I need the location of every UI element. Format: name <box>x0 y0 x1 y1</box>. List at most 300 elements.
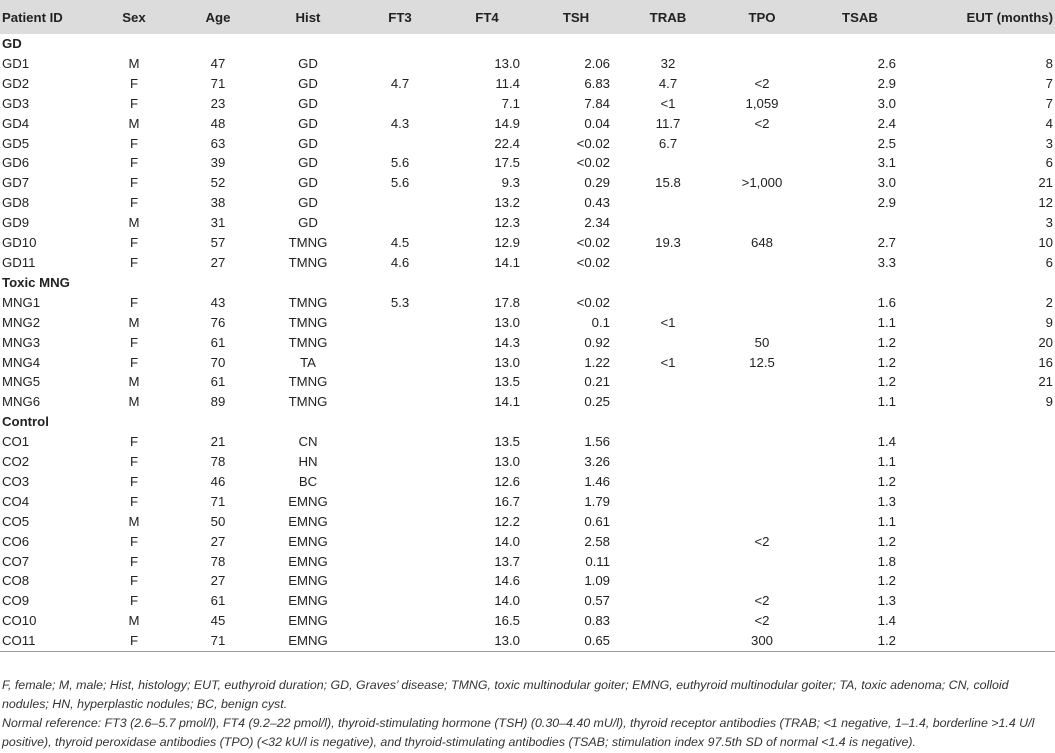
table-cell: F <box>129 533 139 549</box>
table-cell <box>714 571 810 591</box>
column-header: Patient ID <box>0 0 92 34</box>
table-cell <box>910 571 1055 591</box>
table-cell: F <box>92 631 176 651</box>
table-cell <box>622 293 714 313</box>
table-cell: M <box>128 613 140 629</box>
table-cell: 12.6 <box>494 473 520 489</box>
table-cell <box>356 313 444 333</box>
table-row <box>0 74 1055 94</box>
table-cell: GD3 <box>2 95 30 111</box>
table-cell: 63 <box>210 135 226 151</box>
column-header: TSAB <box>810 0 910 34</box>
table-cell <box>356 591 444 611</box>
table-cell: 1.2 <box>877 354 896 370</box>
table-cell: 8 <box>1045 55 1053 71</box>
group-label: Toxic MNG <box>2 274 70 290</box>
table-cell: 4.3 <box>390 115 410 131</box>
table-cell <box>622 372 714 392</box>
table-cell: 9 <box>1045 314 1053 330</box>
table-cell: CO8 <box>2 573 30 589</box>
table-cell: 2.5 <box>877 135 896 151</box>
table-cell: 9 <box>1045 394 1053 410</box>
table-cell: 14.9 <box>494 115 520 131</box>
table-cell <box>714 253 810 273</box>
table-cell: F <box>129 434 139 450</box>
table-cell: 2.34 <box>584 215 610 231</box>
table-cell: 12.2 <box>494 513 520 529</box>
table-cell: F <box>129 573 139 589</box>
table-cell: GD11 <box>2 254 36 270</box>
table-cell: 2.7 <box>877 235 896 251</box>
table-cell: EMNG <box>288 493 328 509</box>
table-cell: TMNG <box>288 334 328 350</box>
column-header: TPO <box>714 0 810 34</box>
table-cell: GD5 <box>2 135 30 151</box>
table-row <box>0 432 1055 452</box>
table-cell <box>622 552 714 572</box>
table-cell: GD <box>298 195 318 211</box>
table-cell <box>622 472 714 492</box>
table-cell: 16 <box>1038 354 1053 370</box>
table-cell: 0.29 <box>584 175 610 191</box>
table-cell: 7.1 <box>501 95 520 111</box>
table-row <box>0 611 1055 631</box>
table-cell: F <box>129 175 139 191</box>
table-cell: <1 <box>660 95 676 111</box>
table-cell <box>356 392 444 412</box>
table-cell: 13.5 <box>494 374 520 390</box>
table-cell: 11.7 <box>655 115 681 131</box>
table-cell: M <box>128 55 140 71</box>
table-cell: F <box>129 593 139 609</box>
table-cell: F <box>129 254 139 270</box>
table-cell: 12.9 <box>494 235 520 251</box>
table-cell: 71 <box>176 631 260 651</box>
table-row <box>0 253 1055 273</box>
table-cell: 1.1 <box>877 314 896 330</box>
table-cell <box>356 552 444 572</box>
table-cell: 1.6 <box>877 294 896 310</box>
table-cell: 1.2 <box>877 374 896 390</box>
table-cell: 7 <box>1045 95 1053 111</box>
table-cell: MNG3 <box>2 334 41 350</box>
table-cell: <2 <box>754 613 770 629</box>
table-cell <box>910 591 1055 611</box>
footnote-abbreviations: F, female; M, male; Hist, histology; EUT, euthyroid duration; GD, Graves’ disease; TMNG, toxic multinodular goiter; EMNG, euthyroid multinodular goiter; TA, toxic adenoma; CN, colloid nodules; HN, hyperplastic nodules; BC, benign cyst. <box>2 678 1009 711</box>
table-cell <box>910 532 1055 552</box>
table-row <box>0 54 1055 74</box>
table-cell: 5.3 <box>390 294 410 310</box>
table-cell: 32 <box>660 55 676 71</box>
table-cell: F <box>129 473 139 489</box>
table-cell <box>356 512 444 532</box>
table-cell: 50 <box>754 334 770 350</box>
table-cell <box>714 452 810 472</box>
table-cell: M <box>128 115 140 131</box>
table-cell: <0.02 <box>576 235 610 251</box>
table-cell: 12.5 <box>749 354 775 370</box>
table-cell: 13.0 <box>494 354 520 370</box>
table-row <box>0 353 1055 373</box>
table-cell <box>622 452 714 472</box>
table-cell: <0.02 <box>576 254 610 270</box>
table-cell: GD8 <box>2 195 30 211</box>
table-cell: TMNG <box>288 374 328 390</box>
table-cell <box>356 611 444 631</box>
table-row <box>0 472 1055 492</box>
table-cell: F <box>129 334 139 350</box>
table-cell: 7.84 <box>584 95 610 111</box>
table-cell: <1 <box>660 354 676 370</box>
table-cell <box>356 631 444 651</box>
table-cell: 1.56 <box>584 434 610 450</box>
table-cell: <2 <box>754 533 770 549</box>
table-cell <box>622 193 714 213</box>
table-cell <box>714 492 810 512</box>
column-header: EUT (months) <box>910 0 1055 34</box>
table-cell: 9.3 <box>501 175 520 191</box>
table-cell <box>356 532 444 552</box>
table-cell: 12.3 <box>494 215 520 231</box>
table-cell <box>622 253 714 273</box>
table-cell: 4.6 <box>390 254 410 270</box>
table-cell: 1.1 <box>877 454 896 470</box>
table-cell: 3 <box>1045 215 1053 231</box>
table-cell: 1.2 <box>877 533 896 549</box>
table-cell: 0.21 <box>584 374 610 390</box>
table-cell: M <box>128 215 140 231</box>
table-cell <box>910 472 1055 492</box>
table-cell: 4.7 <box>390 75 410 91</box>
table-cell: 14.6 <box>494 573 520 589</box>
table-row <box>0 552 1055 572</box>
table-cell: 16.5 <box>494 613 520 629</box>
table-cell: >1,000 <box>741 175 783 191</box>
table-cell: 648 <box>750 235 773 251</box>
table-cell <box>622 333 714 353</box>
table-cell <box>714 134 810 154</box>
table-cell <box>714 432 810 452</box>
table-cell: F <box>129 294 139 310</box>
table-cell: 13.0 <box>494 55 520 71</box>
table-cell <box>714 153 810 173</box>
table-cell: EMNG <box>288 533 328 549</box>
table-cell: CO6 <box>2 533 30 549</box>
table-cell: M <box>128 374 140 390</box>
table-cell <box>910 552 1055 572</box>
table-row <box>0 452 1055 472</box>
column-header: Age <box>176 0 260 34</box>
table-cell: F <box>129 553 139 569</box>
table-cell <box>714 54 810 74</box>
table-cell <box>356 472 444 492</box>
table-row <box>0 392 1055 412</box>
table-cell: MNG5 <box>2 374 41 390</box>
table-cell <box>910 512 1055 532</box>
table-cell: TMNG <box>288 314 328 330</box>
table-cell: CO2 <box>2 454 30 470</box>
table-cell: 2.4 <box>877 115 896 131</box>
table-cell: MNG4 <box>2 354 41 370</box>
table-cell: CO1 <box>2 434 30 450</box>
table-cell: 1.2 <box>810 631 910 651</box>
table-cell <box>356 193 444 213</box>
table-cell: 0.11 <box>585 553 610 569</box>
table-cell: CO10 <box>2 613 37 629</box>
table-cell: <1 <box>660 314 676 330</box>
table-cell: 2.6 <box>877 55 896 71</box>
table-cell: 10 <box>1038 235 1053 251</box>
table-cell <box>714 193 810 213</box>
table-cell: GD10 <box>2 235 37 251</box>
table-cell: 61 <box>210 374 226 390</box>
table-cell <box>356 213 444 233</box>
table-cell: 23 <box>210 95 226 111</box>
table-cell <box>714 512 810 532</box>
table-cell: 0.04 <box>584 115 610 131</box>
table-cell <box>622 571 714 591</box>
table-cell: TMNG <box>288 294 328 310</box>
table-cell: 21 <box>1038 374 1053 390</box>
table-cell: 2.9 <box>877 75 896 91</box>
table-cell: EMNG <box>288 573 328 589</box>
group-header-row <box>0 273 1055 293</box>
table-cell <box>356 571 444 591</box>
table-cell: 15.8 <box>655 175 681 191</box>
table-cell <box>622 591 714 611</box>
table-cell: 1.22 <box>584 354 610 370</box>
table-cell: 13.0 <box>494 314 520 330</box>
table-cell: HN <box>298 454 318 470</box>
table-cell: F <box>129 75 139 91</box>
table-cell <box>622 532 714 552</box>
table-row <box>0 313 1055 333</box>
column-header: TRAB <box>622 0 714 34</box>
table-cell: 1.79 <box>584 493 610 509</box>
table-cell: TMNG <box>288 235 328 251</box>
table-cell: <2 <box>754 115 770 131</box>
table-cell: 78 <box>210 454 226 470</box>
table-cell: 1.4 <box>877 434 896 450</box>
table-cell <box>356 432 444 452</box>
table-cell: 38 <box>210 195 226 211</box>
table-cell <box>622 213 714 233</box>
table-cell: BC <box>298 473 318 489</box>
table-cell: 78 <box>210 553 226 569</box>
table-cell: 13.0 <box>444 631 530 651</box>
table-header-row <box>0 0 1055 34</box>
table-cell: 0.43 <box>584 195 610 211</box>
table-cell <box>714 213 810 233</box>
table-cell: 13.7 <box>494 553 520 569</box>
table-cell <box>622 153 714 173</box>
table-cell: F <box>129 155 139 171</box>
table-cell: 5.6 <box>390 155 410 171</box>
table-cell <box>810 213 910 233</box>
table-row <box>0 591 1055 611</box>
table-row <box>0 193 1055 213</box>
column-header: TSH <box>530 0 622 34</box>
table-cell: 27 <box>210 533 226 549</box>
table-cell: 39 <box>210 155 226 171</box>
table-cell: 3.0 <box>877 95 896 111</box>
table-cell: 0.92 <box>584 334 610 350</box>
table-cell: 0.83 <box>584 613 610 629</box>
table-cell: CO3 <box>2 473 30 489</box>
table-cell: CN <box>298 434 318 450</box>
table-cell <box>622 492 714 512</box>
table-cell: GD <box>298 75 318 91</box>
table-cell: 1.46 <box>584 473 610 489</box>
table-cell: 0.25 <box>584 394 610 410</box>
table-cell: 21 <box>1038 175 1053 191</box>
table-cell: 71 <box>210 75 226 91</box>
table-cell: 2.06 <box>584 55 610 71</box>
table-cell <box>910 452 1055 472</box>
table-cell: TMNG <box>288 394 328 410</box>
table-cell <box>622 611 714 631</box>
table-cell: GD9 <box>2 215 30 231</box>
table-cell: 1.8 <box>877 553 896 569</box>
table-cell <box>714 392 810 412</box>
table-cell: GD4 <box>2 115 30 131</box>
table-row <box>0 233 1055 253</box>
column-header: Sex <box>92 0 176 34</box>
table-cell <box>714 313 810 333</box>
table-cell: 70 <box>210 354 226 370</box>
table-cell: CO5 <box>2 513 30 529</box>
table-cell: 43 <box>210 294 226 310</box>
group-header-row <box>0 412 1055 432</box>
table-row <box>0 94 1055 114</box>
table-cell: 11.4 <box>495 75 520 91</box>
table-cell: EMNG <box>288 613 328 629</box>
table-cell: EMNG <box>288 593 328 609</box>
table-cell <box>356 353 444 373</box>
table-cell: 2.58 <box>584 533 610 549</box>
table-cell: MNG1 <box>2 294 41 310</box>
column-header: Hist <box>260 0 356 34</box>
table-cell: 14.0 <box>494 593 520 609</box>
table-cell <box>910 432 1055 452</box>
group-label: Control <box>2 414 49 430</box>
table-cell: 27 <box>210 573 226 589</box>
table-cell: 7 <box>1045 75 1053 91</box>
table-cell: 46 <box>210 473 226 489</box>
table-cell: GD <box>298 215 318 231</box>
column-header: FT3 <box>356 0 444 34</box>
table-cell: 1.2 <box>877 573 896 589</box>
table-cell: 0.57 <box>584 593 610 609</box>
table-cell <box>356 134 444 154</box>
table-cell: 16.7 <box>494 493 520 509</box>
table-cell: 1.2 <box>877 334 896 350</box>
table-cell: 13.5 <box>494 434 520 450</box>
footnote-reference: Normal reference: FT3 (2.6–5.7 pmol/l), FT4 (9.2–22 pmol/l), thyroid-stimulating hormone (TSH) (0.30–4.40 mU/l), thyroid receptor antibodies (TRAB; <1 negative, 1–1.4, borderline >1.4 U/l positive), thyroid peroxidase antibodies (TPO) (<32 kU/l is negative), and thyroid-stimulating antibodies (TSAB; stimulation index 97.5th SD of normal <1.4 is negative). <box>2 716 1035 749</box>
table-cell: 13.0 <box>494 454 520 470</box>
table-cell <box>622 512 714 532</box>
group-header-row <box>0 34 1055 54</box>
table-cell: EMNG <box>260 631 356 651</box>
table-cell: 14.0 <box>494 533 520 549</box>
table-cell: 4.5 <box>390 235 410 251</box>
table-cell: 3.3 <box>877 254 896 270</box>
table-cell: 61 <box>210 334 226 350</box>
table-cell: 13.2 <box>494 195 520 211</box>
table-row <box>0 173 1055 193</box>
table-cell <box>356 333 444 353</box>
table-cell <box>356 372 444 392</box>
table-cell: <0.02 <box>576 155 610 171</box>
table-cell <box>356 452 444 472</box>
table-cell: CO11 <box>0 631 92 651</box>
table-cell: 2 <box>1045 294 1053 310</box>
table-cell: 4.7 <box>658 75 678 91</box>
table-cell: 0.61 <box>584 513 610 529</box>
table-cell: 3 <box>1045 135 1053 151</box>
table-row <box>0 512 1055 532</box>
table-cell <box>622 631 714 651</box>
table-cell: GD <box>298 155 318 171</box>
table-cell: 27 <box>210 254 226 270</box>
table-cell: 1.3 <box>877 593 896 609</box>
table-row <box>0 571 1055 591</box>
table-cell: CO4 <box>2 493 30 509</box>
table-cell: M <box>128 394 140 410</box>
table-cell: 1.2 <box>877 473 896 489</box>
table-cell: F <box>129 195 139 211</box>
table-cell: 47 <box>210 55 226 71</box>
table-cell <box>356 54 444 74</box>
table-cell: 21 <box>210 434 226 450</box>
table-cell: 61 <box>210 593 226 609</box>
table-row <box>0 153 1055 173</box>
table-cell: <2 <box>754 75 770 91</box>
table-cell: <0.02 <box>576 135 610 151</box>
table-cell: 2.9 <box>877 195 896 211</box>
table-cell: 76 <box>210 314 226 330</box>
table-cell: 5.6 <box>390 175 410 191</box>
table-cell: 1.4 <box>877 613 896 629</box>
table-cell: <2 <box>754 593 770 609</box>
table-cell: 300 <box>714 631 810 651</box>
table-cell: GD7 <box>2 175 30 191</box>
table-cell: 0.65 <box>530 631 622 651</box>
table-cell: MNG2 <box>2 314 41 330</box>
table-cell <box>910 611 1055 631</box>
table-cell <box>714 293 810 313</box>
table-cell: GD <box>298 175 318 191</box>
table-cell: 1.1 <box>877 394 896 410</box>
table-cell <box>714 372 810 392</box>
table-cell: 4 <box>1045 115 1053 131</box>
table-row <box>0 492 1055 512</box>
table-cell: M <box>128 314 140 330</box>
table-cell: 52 <box>210 175 226 191</box>
table-cell: 1.1 <box>877 513 896 529</box>
table-cell: 14.1 <box>494 394 520 410</box>
table-cell: 3.26 <box>584 454 610 470</box>
table-cell <box>714 472 810 492</box>
table-cell: 89 <box>210 394 226 410</box>
table-cell: GD1 <box>2 55 30 71</box>
table-cell: GD2 <box>2 75 30 91</box>
table-cell: F <box>129 493 139 509</box>
table-row <box>0 631 1055 651</box>
table-cell: 12 <box>1038 195 1053 211</box>
table-cell <box>910 631 1055 651</box>
table-cell <box>356 492 444 512</box>
